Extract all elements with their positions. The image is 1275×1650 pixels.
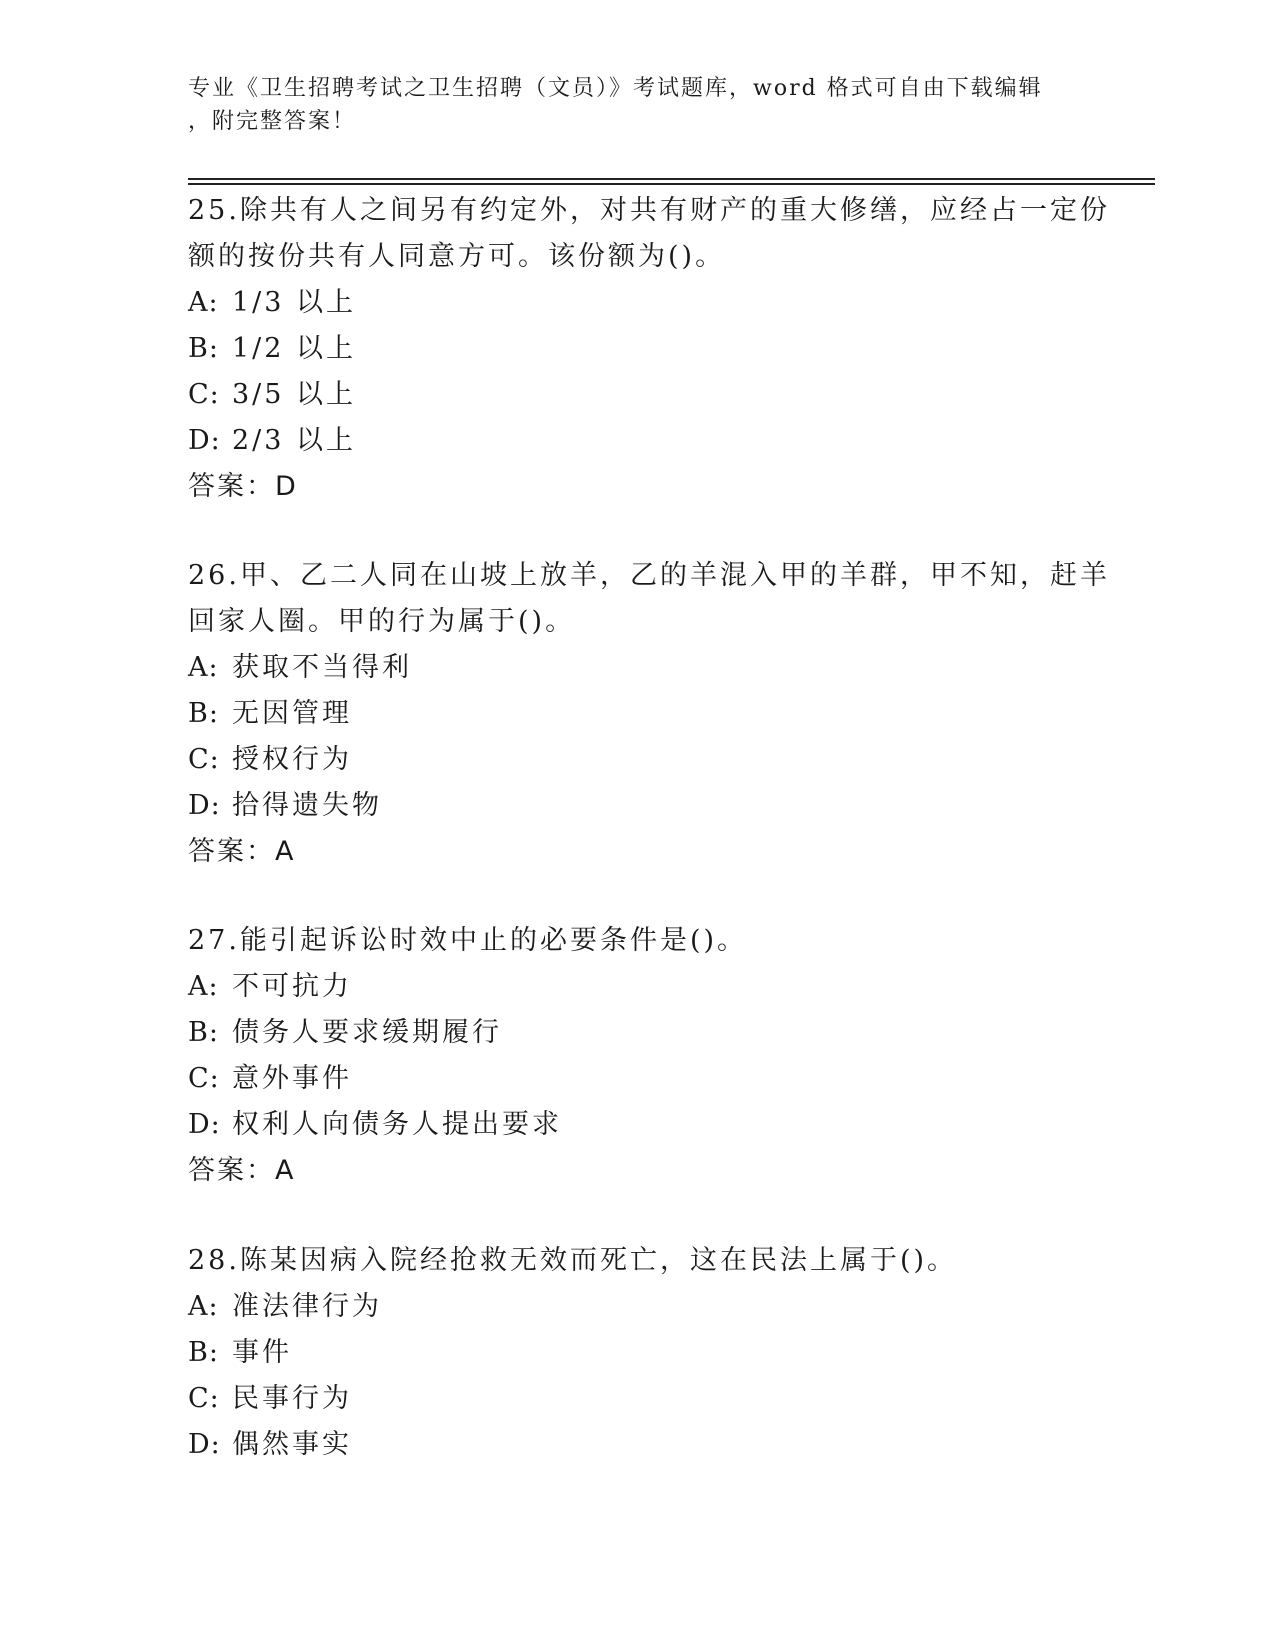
option-d xyxy=(188,418,1088,464)
question-stem xyxy=(188,1238,1088,1284)
option-text: 3/5 以上 xyxy=(232,379,357,410)
option-a xyxy=(188,1284,1088,1330)
question-27 xyxy=(188,918,1088,1194)
answer-line: 答案：A xyxy=(188,836,296,867)
option-letter: D: xyxy=(188,1429,221,1460)
option-text: 授权行为 xyxy=(232,744,352,775)
option-text: 民事行为 xyxy=(232,1383,352,1414)
option-b xyxy=(188,326,1088,372)
question-stem-line: 28.陈某因病入院经抢救无效而死亡，这在民法上属于()。 xyxy=(188,1245,958,1276)
option-text: 2/3 以上 xyxy=(232,425,357,456)
option-letter: A: xyxy=(188,287,219,318)
question-stem-line: 回家人圈。甲的行为属于()。 xyxy=(188,606,576,637)
option-d xyxy=(188,1102,1088,1148)
option-letter: D: xyxy=(188,425,221,456)
question-28 xyxy=(188,1238,1088,1468)
document-header xyxy=(188,72,1068,138)
option-text: 偶然事实 xyxy=(232,1429,352,1460)
option-text: 不可抗力 xyxy=(232,971,352,1002)
option-text: 获取不当得利 xyxy=(232,652,412,683)
option-letter: C: xyxy=(188,744,220,775)
question-stem-line: 26.甲、乙二人同在山坡上放羊，乙的羊混入甲的羊群，甲不知，赶羊 xyxy=(188,560,1110,591)
question-stem xyxy=(188,553,1110,645)
option-a xyxy=(188,964,1088,1010)
option-letter: B: xyxy=(188,1337,219,1368)
question-stem xyxy=(188,918,1088,964)
header-line-2: ，附完整答案！ xyxy=(188,109,357,134)
option-letter: C: xyxy=(188,1383,220,1414)
option-c xyxy=(188,1056,1088,1102)
option-letter: A: xyxy=(188,652,219,683)
option-text: 无因管理 xyxy=(232,698,352,729)
option-text: 准法律行为 xyxy=(232,1291,382,1322)
question-stem-line: 额的按份共有人同意方可。该份额为()。 xyxy=(188,241,726,272)
option-letter: A: xyxy=(188,1291,219,1322)
option-letter: B: xyxy=(188,1017,219,1048)
option-letter: C: xyxy=(188,379,220,410)
option-b xyxy=(188,1010,1088,1056)
option-text: 债务人要求缓期履行 xyxy=(232,1017,502,1048)
option-letter: C: xyxy=(188,1063,220,1094)
option-text: 权利人向债务人提出要求 xyxy=(232,1109,562,1140)
option-b xyxy=(188,1330,1088,1376)
option-text: 1/2 以上 xyxy=(232,333,357,364)
header-divider-bottom xyxy=(188,183,1155,185)
option-b xyxy=(188,691,1088,737)
option-letter: D: xyxy=(188,790,221,821)
answer-line: 答案：A xyxy=(188,1155,296,1186)
option-a xyxy=(188,280,1088,326)
option-text: 意外事件 xyxy=(232,1063,352,1094)
header-line-1: 专业《卫生招聘考试之卫生招聘（文员）》考试题库，word 格式可自由下载编辑 xyxy=(188,76,1043,101)
option-d xyxy=(188,783,1088,829)
option-text: 事件 xyxy=(232,1337,292,1368)
answer-line: 答案：D xyxy=(188,471,298,502)
option-letter: D: xyxy=(188,1109,221,1140)
question-25 xyxy=(188,188,1110,510)
option-letter: A: xyxy=(188,971,219,1002)
option-letter: B: xyxy=(188,333,219,364)
option-c xyxy=(188,1376,1088,1422)
question-stem-line: 25.除共有人之间另有约定外，对共有财产的重大修缮，应经占一定份 xyxy=(188,195,1110,226)
question-stem xyxy=(188,188,1110,280)
option-text: 1/3 以上 xyxy=(232,287,357,318)
option-letter: B: xyxy=(188,698,219,729)
header-divider-top xyxy=(188,178,1155,180)
question-stem-line: 27.能引起诉讼时效中止的必要条件是()。 xyxy=(188,925,748,956)
question-26 xyxy=(188,553,1110,875)
option-d xyxy=(188,1422,1088,1468)
option-c xyxy=(188,737,1088,783)
option-a xyxy=(188,645,1088,691)
option-text: 拾得遗失物 xyxy=(232,790,382,821)
option-c xyxy=(188,372,1088,418)
